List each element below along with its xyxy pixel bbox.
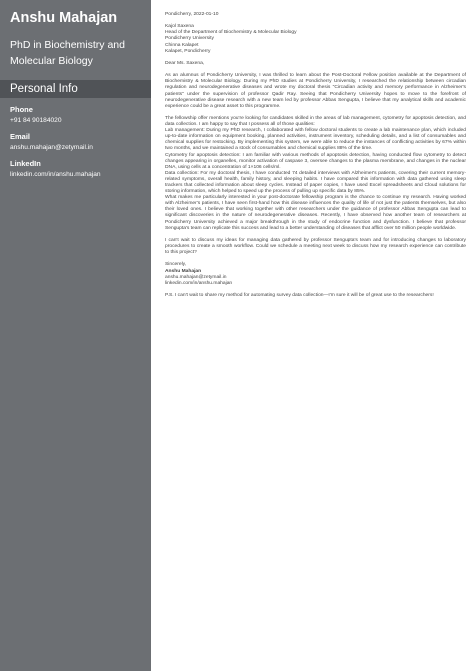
recipient-line: Head of the Department of Biochemistry & Molecular Biology (165, 30, 297, 36)
postscript: P.S. I can't wait to share my method for automating survey data collection—I'm sure it will be of great use to the researchers! (165, 292, 434, 298)
email-label: Email (10, 132, 31, 141)
recipient-line: Pondicherry University (165, 36, 214, 42)
recipient-block (165, 24, 466, 54)
recipient-line: Kajol Saxena (165, 24, 194, 30)
signature-block (165, 262, 466, 286)
phone-label: Phone (10, 105, 33, 114)
paragraph-call-to-action: I can't wait to discuss my ideas for managing data gathered by professor Sengupta's team and for introducing changes to laboratory procedures to create a smooth workflow. Could we schedule a meeting next week to discuss how my research experience can contribute to this project? (165, 237, 466, 256)
paragraph-motivation: What makes me particularly interested in your post-doctorate fellowship program is the chance to continue my research. Having worked with Alzheimer's patients, I have seen first-hand how this disease influences the quality of life of not just the patients themselves, but also their loved ones. I believe that working together with other researchers under the guidance of professor Abbas Sengupta can lead to significant discoveries in the nature of neurodegenerative diseases. Recently, I have observed how another team of researchers at Pondicherry University achieved a major breakthrough in the study of endocrine function and dysfunction. I believe that professor Sengupta's team can replicate this success and lead to a better understanding of diseases that afflict over 50 million people worldwide. (165, 195, 466, 231)
paragraph-lab-management: Lab management: During my PhD research, I collaborated with fellow doctoral students to create a lab maintenance plan, which included up-to-date information on equipment booking, planned activities, instrument inventory, scheduling details, and a list of consumables and chemical supplies for restocking. By implementing this system, we were able to reduce the instances of conflicting activities by 67% within two months, and we maintained a stock of consumables and chemical supplies 88% of the time. (165, 128, 466, 152)
signature-name: Anshu Mahajan (165, 268, 202, 274)
salutation: Dear Ms. Saxena, (165, 60, 205, 66)
candidate-name: Anshu Mahajan (10, 10, 118, 26)
linkedin-label: LinkedIn (10, 159, 41, 168)
paragraph-skills-intro: The fellowship offer mentions you're looking for candidates skilled in the areas of lab management, cytometry for apoptosis detection, and data collection. I am happy to say that I possess all of those qualities: (165, 115, 466, 128)
sidebar (0, 0, 151, 671)
personal-info-header (0, 80, 151, 98)
paragraph-cytometry: Cytometry for apoptosis detection: I am familiar with various methods of apoptosis detection, having conducted flow cytometry to detect changes appearing in organelles, monitor activation of caspase 3, oversee changes to the plasma membrane, and changes in the nuclear DNA, using cells at a concentration of 1×106 cells/ml. (165, 152, 466, 170)
linkedin-value[interactable]: linkedin.com/in/anshu.mahajan (10, 171, 101, 178)
paragraph-intro: As an alumnus of Pondicherry University, I was thrilled to learn about the Post-Doctoral Fellow position available at the Department of Biochemistry & Molecular Biology. During my PhD studies at Pondicherry University, I researched the relationship between circadian regulation and neurodegenerative diseases and wrote my doctoral thesis "Circadian activity and memory performance in Alzheimer's patients" under the supervision of professor Qadir Ray. Seeing that Pondicherry University hopes to move to the forefront of neurodegenerative disease research with a new team led by professor Abbas Sengupta, I believe that my analytical skills and academic experience could be a great asset to this programme. (165, 73, 466, 109)
signature-linkedin[interactable]: linkedin.com/in/anshu.mahajan (165, 280, 233, 286)
closing: Sincerely, (165, 262, 187, 268)
recipient-line: Chinna Kalapet (165, 42, 199, 48)
email-value[interactable]: anshu.mahajan@zetymail.in (10, 144, 93, 151)
section-title: Personal Info (10, 83, 78, 95)
paragraph-data-collection: Data collection: For my doctoral thesis, I have conducted 74 detailed interviews with Alzheimer's patients, covering their current memory-related symptoms, overall health, family history, and sleeping habits. I have compared this information with data gathered using sleep trackers that collected information about sleep cycles. Instead of paper copies, I have used Excel spreadsheets and Cloud solutions for storing information, which helped to speed up the process of pulling up specific data by 85%. (165, 170, 466, 195)
recipient-line: Kalapet, Pondicherry (165, 48, 211, 54)
signature-email[interactable]: anshu.mahajan@zetymail.in (165, 274, 227, 280)
candidate-title: PhD in Biochemistry and Molecular Biology (10, 39, 125, 67)
phone-value: +91 84 90184020 (10, 117, 62, 124)
cover-letter-body (165, 12, 466, 305)
date-line: Pondicherry, 2022-01-10 (165, 12, 219, 17)
